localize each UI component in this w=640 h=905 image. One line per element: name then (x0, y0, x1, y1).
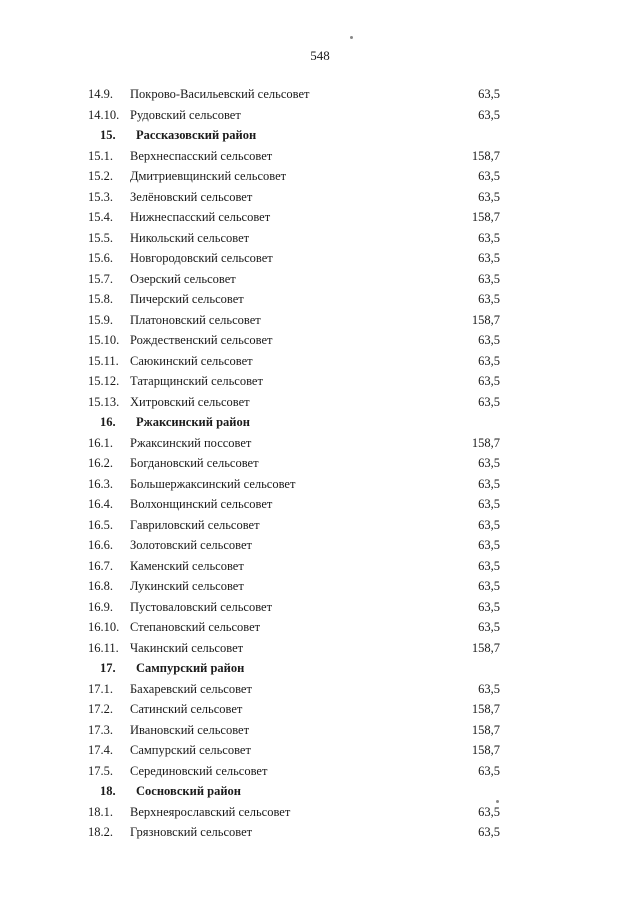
page-number: 548 (310, 48, 330, 63)
council-name: Платоновский сельсовет (130, 312, 261, 327)
row-value: 63,5 (478, 394, 500, 409)
row-number: 15.6. (88, 251, 113, 265)
row-number: 16.2. (88, 456, 113, 470)
district-name: Сосновский район (136, 784, 242, 798)
row-number: 18.1. (88, 804, 113, 819)
district-header-row (0, 658, 640, 679)
table-row (0, 679, 640, 700)
council-name: Рождественский сельсовет (130, 333, 273, 347)
row-value: 63,5 (478, 538, 500, 552)
row-value: 63,5 (478, 620, 500, 634)
table-row (0, 392, 640, 413)
row-number: 15.9. (88, 312, 113, 327)
table-row (0, 474, 640, 495)
table-row (0, 515, 640, 536)
table-row (0, 289, 640, 310)
row-number: 18.2. (88, 825, 113, 839)
row-number: 15.5. (88, 230, 113, 245)
row-value: 63,5 (478, 189, 500, 204)
council-name: Лукинский сельсовет (130, 579, 244, 593)
council-name: Дмитриевщинский сельсовет (130, 169, 287, 183)
row-value: 63,5 (478, 579, 500, 593)
row-value: 63,5 (478, 599, 500, 614)
row-value: 63,5 (478, 271, 500, 286)
row-number: 17.2. (88, 702, 113, 716)
table-row (0, 617, 640, 638)
table-row (0, 310, 640, 331)
row-number: 15.4. (88, 210, 113, 224)
district-header-row (0, 125, 640, 146)
council-name: Покрово-Васильевский сельсовет (130, 87, 310, 101)
council-name: Новгородовский сельсовет (130, 251, 273, 265)
council-name: Гавриловский сельсовет (130, 517, 260, 532)
row-value: 63,5 (478, 333, 500, 347)
council-name: Серединовский сельсовет (130, 763, 268, 778)
table-row (0, 720, 640, 741)
council-name: Ржаксинский поссовет (130, 435, 252, 450)
table-row (0, 248, 640, 269)
row-value: 63,5 (478, 681, 500, 696)
row-value: 63,5 (478, 825, 500, 839)
row-value: 63,5 (478, 230, 500, 245)
row-value: 63,5 (478, 169, 500, 183)
council-name: Ивановский сельсовет (130, 722, 250, 737)
row-value: 158,7 (471, 148, 500, 163)
council-name: Сампурский сельсовет (130, 743, 251, 757)
council-name: Пустоваловский сельсовет (130, 599, 273, 614)
row-value: 158,7 (471, 702, 500, 716)
row-number: 16.9. (88, 599, 113, 614)
row-number: 14.9. (88, 87, 113, 101)
table-row (0, 330, 640, 351)
row-value: 158,7 (471, 722, 500, 737)
table-row (0, 740, 640, 761)
council-name: Верхнеспасский сельсовет (130, 148, 273, 163)
council-name: Татарщинский сельсовет (130, 374, 263, 388)
table-row (0, 187, 640, 208)
council-name: Каменский сельсовет (130, 558, 244, 573)
table-row (0, 371, 640, 392)
council-name: Зелёновский сельсовет (130, 189, 253, 204)
table-row (0, 597, 640, 618)
council-name: Пичерский сельсовет (130, 292, 244, 306)
council-name: Грязновский сельсовет (130, 825, 253, 839)
row-number: 15.12. (88, 374, 120, 388)
council-name: Золотовский сельсовет (130, 538, 252, 552)
council-name: Степановский сельсовет (130, 620, 261, 634)
row-value: 63,5 (478, 558, 500, 573)
row-value: 158,7 (471, 435, 500, 450)
row-value: 63,5 (478, 107, 500, 122)
row-number: 16.5. (88, 517, 113, 532)
row-number: 16.11. (88, 640, 119, 655)
table-row (0, 638, 640, 659)
district-name: Рассказовский район (136, 128, 257, 142)
row-number: 18. (100, 784, 116, 798)
row-number: 16.4. (88, 497, 113, 511)
council-name: Богдановский сельсовет (130, 456, 259, 470)
row-number: 15.2. (88, 169, 113, 183)
row-value: 158,7 (471, 210, 500, 224)
row-number: 14.10. (88, 107, 120, 122)
table-row (0, 207, 640, 228)
table-row (0, 228, 640, 249)
district-name: Сампурский район (136, 661, 245, 675)
table-row (0, 269, 640, 290)
table-row (0, 453, 640, 474)
row-number: 16.1. (88, 435, 113, 450)
row-number: 16.10. (88, 620, 120, 634)
row-value: 63,5 (478, 292, 500, 306)
council-name: Озерский сельсовет (130, 271, 236, 286)
row-value: 63,5 (478, 497, 500, 511)
table-row (0, 761, 640, 782)
allocation-table (0, 84, 640, 843)
council-name: Бахаревский сельсовет (130, 681, 252, 696)
table-row (0, 576, 640, 597)
council-name: Хитровский сельсовет (130, 394, 250, 409)
row-value: 63,5 (478, 476, 500, 491)
table-row (0, 84, 640, 105)
council-name: Сатинский сельсовет (130, 702, 243, 716)
row-number: 17. (100, 661, 116, 675)
district-header-row (0, 412, 640, 433)
row-number: 16.3. (88, 476, 113, 491)
row-number: 15.3. (88, 189, 113, 204)
council-name: Чакинский сельсовет (130, 640, 244, 655)
table-row (0, 105, 640, 126)
row-number: 15.8. (88, 292, 113, 306)
row-number: 16. (100, 415, 116, 429)
row-value: 63,5 (478, 374, 500, 388)
row-value: 63,5 (478, 353, 500, 368)
scan-speck (350, 36, 353, 39)
table-row (0, 433, 640, 454)
table-row (0, 822, 640, 843)
row-number: 16.6. (88, 538, 113, 552)
row-value: 63,5 (478, 251, 500, 265)
district-name: Ржаксинский район (136, 415, 250, 429)
row-value: 158,7 (471, 640, 500, 655)
table-row (0, 556, 640, 577)
row-value: 158,7 (471, 743, 500, 757)
table-row (0, 351, 640, 372)
row-value: 63,5 (478, 804, 500, 819)
row-number: 15.7. (88, 271, 113, 286)
table-row (0, 535, 640, 556)
table-row (0, 494, 640, 515)
table-row (0, 802, 640, 823)
row-value: 63,5 (478, 456, 500, 470)
row-number: 17.4. (88, 743, 113, 757)
row-number: 15.13. (88, 394, 120, 409)
row-value: 63,5 (478, 763, 500, 778)
row-value: 63,5 (478, 87, 500, 101)
row-number: 15.10. (88, 333, 120, 347)
council-name: Нижнеспасский сельсовет (130, 210, 271, 224)
row-value: 63,5 (478, 517, 500, 532)
council-name: Большержаксинский сельсовет (130, 476, 296, 491)
row-number: 17.3. (88, 722, 113, 737)
row-number: 17.1. (88, 681, 113, 696)
district-header-row (0, 781, 640, 802)
table-row (0, 166, 640, 187)
row-number: 15. (100, 128, 116, 142)
council-name: Рудовский сельсовет (130, 107, 241, 122)
council-name: Верхнеярославский сельсовет (130, 804, 291, 819)
table-row (0, 699, 640, 720)
row-value: 158,7 (471, 312, 500, 327)
council-name: Волхонщинский сельсовет (130, 497, 273, 511)
table-row (0, 146, 640, 167)
row-number: 15.1. (88, 148, 113, 163)
row-number: 16.8. (88, 579, 113, 593)
row-number: 16.7. (88, 558, 113, 573)
council-name: Никольский сельсовет (130, 230, 250, 245)
council-name: Саюкинский сельсовет (130, 353, 253, 368)
row-number: 17.5. (88, 763, 113, 778)
row-number: 15.11. (88, 353, 119, 368)
